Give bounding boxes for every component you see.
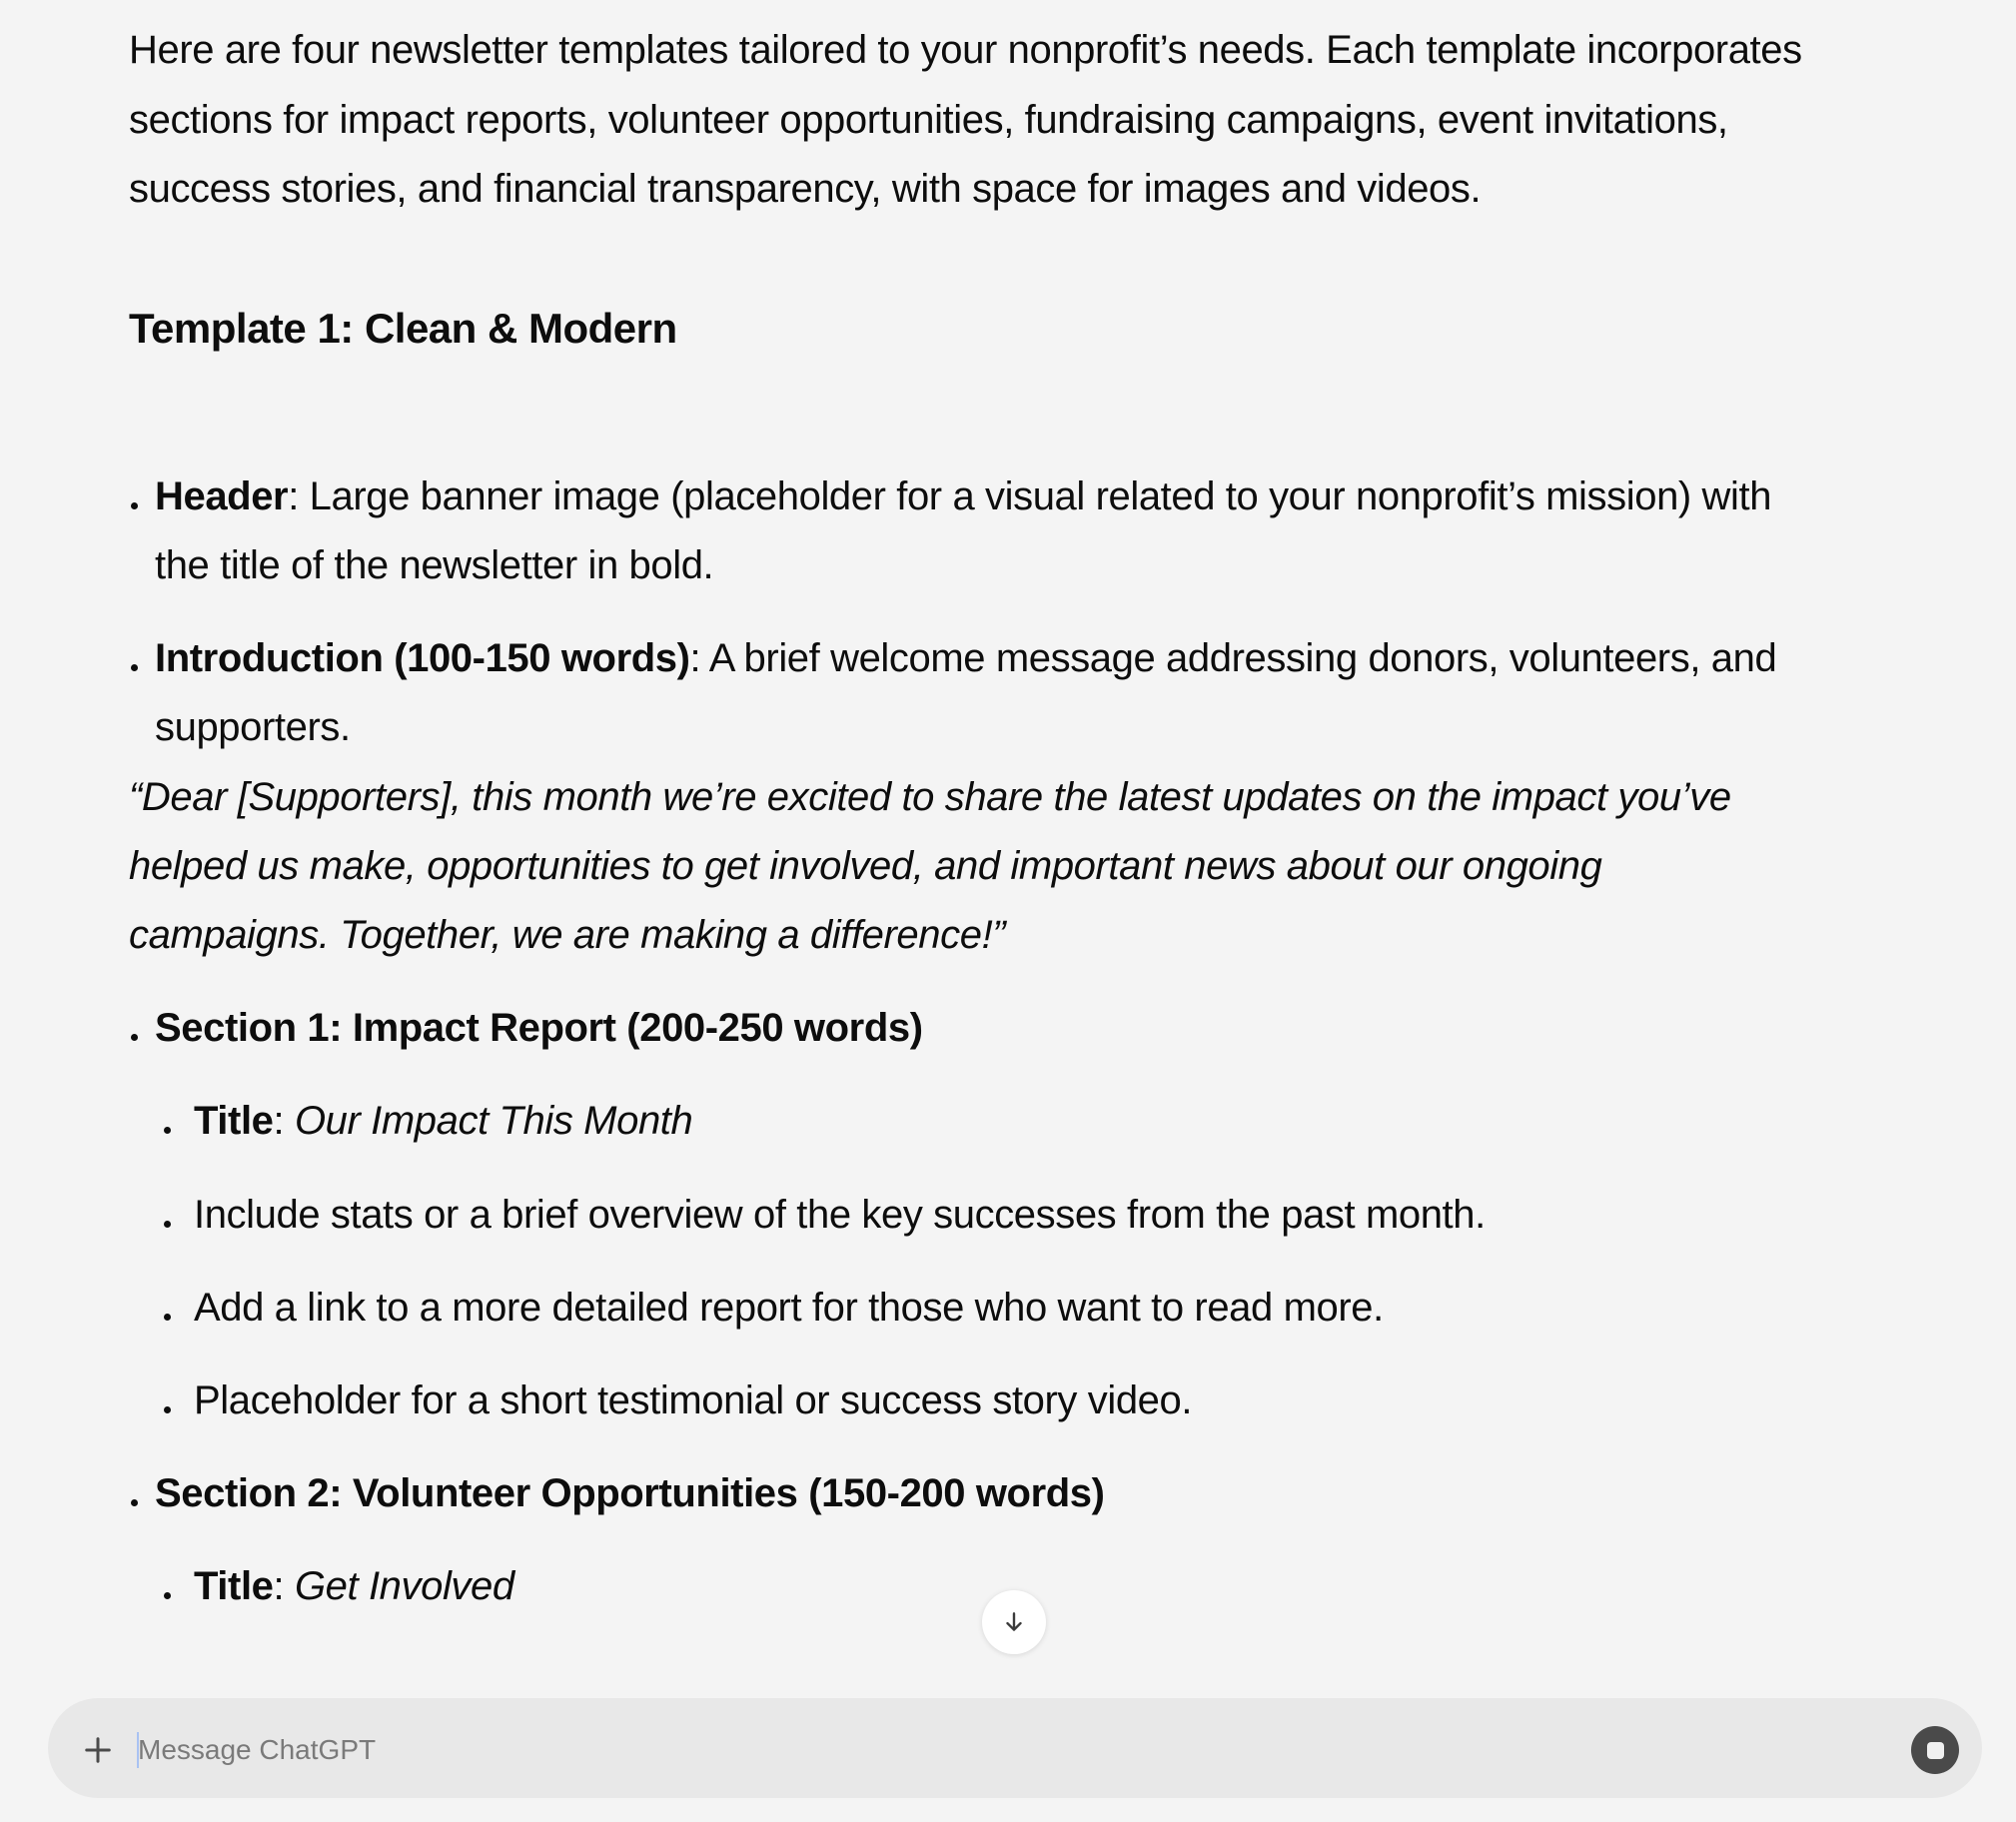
- item-label: Header: [155, 474, 289, 518]
- sub-bullet-marker: [164, 1096, 171, 1146]
- sub-bullet-marker: [164, 1375, 171, 1425]
- scroll-to-bottom-button[interactable]: [982, 1590, 1046, 1654]
- section-1-item: Placeholder for a short testimonial or success story video.: [194, 1378, 1193, 1422]
- bullet-marker: [131, 471, 138, 521]
- section-2-title-item: [194, 1561, 514, 1611]
- bullet-marker: [131, 1468, 138, 1518]
- plus-icon: [83, 1735, 113, 1765]
- attach-button[interactable]: [76, 1728, 120, 1772]
- item-label: Introduction (100-150 words): [155, 636, 690, 680]
- bullet-marker: [131, 1003, 138, 1053]
- list-item-header-cont: the title of the newsletter in bold.: [155, 543, 714, 587]
- template-heading: Template 1: Clean & Modern: [129, 305, 677, 352]
- section-1-title-item: [194, 1096, 692, 1146]
- section-1-item: Include stats or a brief overview of the key successes from the past month.: [194, 1193, 1486, 1237]
- title-value: Our Impact This Month: [294, 1099, 693, 1143]
- stop-icon: [1927, 1742, 1944, 1759]
- quote-line: “Dear [Supporters], this month we’re excited to share the latest updates on the impact you’ve: [129, 775, 1731, 819]
- title-sep: :: [273, 1564, 295, 1608]
- list-item-header: [155, 471, 1771, 521]
- stop-generating-button[interactable]: [1911, 1726, 1959, 1774]
- quote-line: helped us make, opportunities to get involved, and important news about our ongoing: [129, 844, 1602, 888]
- sub-bullet-marker: [164, 1190, 171, 1240]
- title-label: Title: [194, 1564, 274, 1608]
- title-sep: :: [273, 1099, 295, 1143]
- list-item-introduction-cont: supporters.: [155, 705, 351, 749]
- intro-line: success stories, and financial transparency, with space for images and videos.: [129, 167, 1482, 211]
- intro-line: sections for impact reports, volunteer opportunities, fundraising campaigns, event invitations,: [129, 98, 1728, 142]
- section-2-label: Section 2: Volunteer Opportunities (150-200 words): [155, 1471, 1105, 1515]
- sub-bullet-marker: [164, 1283, 171, 1333]
- message-input[interactable]: [138, 1725, 1836, 1775]
- title-value: Get Involved: [294, 1564, 514, 1608]
- item-text: : A brief welcome message addressing donors, volunteers, and: [689, 636, 1777, 680]
- arrow-down-icon: [1001, 1609, 1027, 1635]
- list-item-introduction: [155, 633, 1776, 683]
- intro-line: Here are four newsletter templates tailored to your nonprofit’s needs. Each template incorporates: [129, 28, 1802, 72]
- text-cursor: [137, 1732, 139, 1768]
- section-1-label: Section 1: Impact Report (200-250 words): [155, 1006, 923, 1050]
- sub-bullet-marker: [164, 1561, 171, 1611]
- quote-line: campaigns. Together, we are making a difference!”: [129, 913, 1006, 957]
- title-label: Title: [194, 1099, 274, 1143]
- item-text: : Large banner image (placeholder for a visual related to your nonprofit’s mission) with: [288, 474, 1772, 518]
- bullet-marker: [131, 633, 138, 683]
- section-1-item: Add a link to a more detailed report for those who want to read more.: [194, 1286, 1384, 1330]
